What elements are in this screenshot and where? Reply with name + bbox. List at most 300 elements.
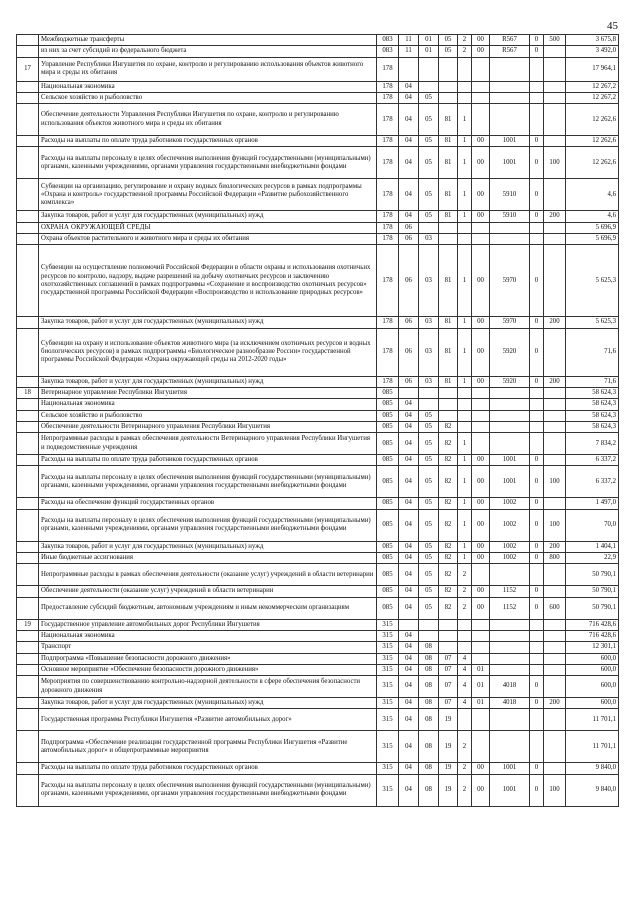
code-razdel: 04 — [399, 433, 419, 455]
row-description: Ветеринарное управление Республики Ингушетия — [39, 387, 377, 398]
code-program: 82 — [439, 509, 458, 541]
code-razdel: 04 — [399, 455, 419, 466]
code-direction: 1001 — [490, 147, 530, 179]
code-podrazdel: 05 — [419, 541, 439, 552]
code-subprogram — [458, 709, 472, 731]
row-amount: 716 428,6 — [566, 619, 619, 630]
code-vid — [544, 421, 566, 432]
row-description: Расходы на выплаты персоналу в целях обеспечения выполнения функций государственными (муниципальными) органами, казенными учреждениями, органами управления государственными внебюджетными фондами — [39, 509, 377, 541]
row-description: Расходы на выплаты по оплате труда работников государственных органов — [39, 455, 377, 466]
code-subprogram — [458, 234, 472, 245]
code-event: 01 — [472, 676, 490, 698]
code-extra — [530, 709, 544, 731]
table-row — [17, 698, 619, 709]
code-direction — [490, 433, 530, 455]
code-vid — [544, 399, 566, 410]
code-razdel: 04 — [399, 399, 419, 410]
row-amount: 71,6 — [566, 376, 619, 387]
row-amount: 4,6 — [566, 211, 619, 222]
row-description: Межбюджетные трансферты — [39, 35, 377, 46]
row-amount: 4,6 — [566, 179, 619, 211]
code-vid — [544, 564, 566, 586]
code-podrazdel: 08 — [419, 774, 439, 806]
row-amount: 22,9 — [566, 553, 619, 564]
code-extra: 0 — [530, 698, 544, 709]
code-extra — [530, 387, 544, 398]
code-razdel: 04 — [399, 541, 419, 552]
code-vid: 100 — [544, 774, 566, 806]
code-program: 81 — [439, 147, 458, 179]
code-gr: 178 — [377, 211, 399, 222]
code-podrazdel: 08 — [419, 642, 439, 653]
row-description: Субвенции на осуществление полномочий Российской Федерации в области охраны и использования охотничьих ресурсов по контролю, надзору, выдаче разрешений на добычу охотничьих ресурсов и заключению охотхозяйственных соглашений в рамках подпрограммы «Сохранение и воспроизводство охотничьих ресурсов» государственной программы Российской Федерации «Воспроизводство и использование природных ресурсов» — [39, 245, 377, 317]
code-gr: 083 — [377, 35, 399, 46]
code-vid — [544, 222, 566, 233]
code-podrazdel — [419, 222, 439, 233]
row-number — [17, 731, 39, 763]
code-extra: 0 — [530, 376, 544, 387]
row-number — [17, 774, 39, 806]
code-direction: 5910 — [490, 211, 530, 222]
code-extra — [530, 234, 544, 245]
code-gr: 315 — [377, 731, 399, 763]
code-podrazdel: 05 — [419, 455, 439, 466]
table-row — [17, 136, 619, 147]
row-description: Управление Республики Ингушетия по охране, контролю и регулированию использования объектов животного мира и среды их обитания — [39, 57, 377, 81]
code-event — [472, 81, 490, 92]
code-vid — [544, 653, 566, 664]
code-vid: 500 — [544, 35, 566, 46]
code-program: 81 — [439, 328, 458, 376]
code-event — [472, 709, 490, 731]
row-description: Обеспечение деятельности (оказание услуг) учреждений в области ветеринарии — [39, 586, 377, 597]
code-podrazdel — [419, 57, 439, 81]
code-event — [472, 564, 490, 586]
code-vid — [544, 676, 566, 698]
code-razdel: 04 — [399, 698, 419, 709]
row-description: Расходы на выплаты персоналу в целях обеспечения выполнения функций государственными (муниципальными) органами, казенными учреждениями, органами управления государственными внебюджетными фондами — [39, 466, 377, 498]
row-number — [17, 147, 39, 179]
code-subprogram: 1 — [458, 317, 472, 328]
row-number — [17, 466, 39, 498]
code-direction — [490, 57, 530, 81]
code-razdel: 06 — [399, 234, 419, 245]
code-razdel: 04 — [399, 731, 419, 763]
table-row — [17, 179, 619, 211]
code-gr: 315 — [377, 774, 399, 806]
code-gr: 085 — [377, 553, 399, 564]
code-podrazdel: 05 — [419, 92, 439, 103]
code-extra — [530, 81, 544, 92]
row-amount: 5 625,3 — [566, 245, 619, 317]
code-direction: 5970 — [490, 245, 530, 317]
table-row — [17, 676, 619, 698]
code-subprogram: 1 — [458, 136, 472, 147]
row-number — [17, 376, 39, 387]
row-description: Непрограммные расходы в рамках обеспечения деятельности Ветеринарного управления Республики Ингушетия и подведомственные учреждения — [39, 433, 377, 455]
row-number — [17, 498, 39, 509]
code-extra: 0 — [530, 763, 544, 774]
table-row — [17, 564, 619, 586]
row-amount: 58 624,3 — [566, 399, 619, 410]
table-row — [17, 664, 619, 675]
row-amount: 50 790,1 — [566, 564, 619, 586]
row-amount: 6 337,2 — [566, 455, 619, 466]
code-extra — [530, 664, 544, 675]
code-podrazdel: 05 — [419, 179, 439, 211]
code-subprogram — [458, 630, 472, 641]
code-razdel: 04 — [399, 410, 419, 421]
code-subprogram — [458, 222, 472, 233]
code-razdel: 04 — [399, 421, 419, 432]
row-number — [17, 328, 39, 376]
code-direction — [490, 642, 530, 653]
code-gr: 085 — [377, 586, 399, 597]
row-amount: 3 492,0 — [566, 46, 619, 57]
code-vid: 200 — [544, 376, 566, 387]
row-number — [17, 676, 39, 698]
code-podrazdel: 05 — [419, 466, 439, 498]
row-amount: 716 428,6 — [566, 630, 619, 641]
code-direction: 4018 — [490, 676, 530, 698]
code-event: 00 — [472, 455, 490, 466]
code-gr: 178 — [377, 328, 399, 376]
code-event: 00 — [472, 498, 490, 509]
code-subprogram: 2 — [458, 35, 472, 46]
code-subprogram: 1 — [458, 179, 472, 211]
code-subprogram — [458, 642, 472, 653]
code-vid — [544, 46, 566, 57]
code-event — [472, 630, 490, 641]
code-gr: 085 — [377, 410, 399, 421]
code-program — [439, 399, 458, 410]
row-description: Расходы на выплаты персоналу в целях обеспечения выполнения функций государственными (муниципальными) органами, казенными учреждениями, органами управления государственными внебюджетными фондами — [39, 774, 377, 806]
code-podrazdel — [419, 630, 439, 641]
table-row — [17, 553, 619, 564]
code-program — [439, 619, 458, 630]
row-description: Сельское хозяйство и рыболовство — [39, 92, 377, 103]
code-subprogram: 1 — [458, 211, 472, 222]
code-program — [439, 92, 458, 103]
code-direction: 1002 — [490, 553, 530, 564]
code-vid — [544, 709, 566, 731]
code-razdel: 04 — [399, 564, 419, 586]
row-amount: 11 701,1 — [566, 731, 619, 763]
row-description: Обеспечение деятельности Управления Республики Ингушетия по охране, контролю и регулированию использования объектов животного мира и среды их обитания — [39, 104, 377, 136]
code-event: 00 — [472, 541, 490, 552]
row-number — [17, 46, 39, 57]
table-row — [17, 46, 619, 57]
table-row — [17, 630, 619, 641]
code-vid: 200 — [544, 211, 566, 222]
row-description: Подпрограмма «Повышение безопасности дорожного движения» — [39, 653, 377, 664]
table-row — [17, 222, 619, 233]
code-podrazdel: 05 — [419, 410, 439, 421]
code-vid — [544, 619, 566, 630]
code-event — [472, 433, 490, 455]
code-razdel: 04 — [399, 466, 419, 498]
code-gr: 178 — [377, 222, 399, 233]
code-subprogram: 2 — [458, 597, 472, 619]
code-gr: 315 — [377, 763, 399, 774]
code-podrazdel: 01 — [419, 35, 439, 46]
code-gr: 085 — [377, 564, 399, 586]
table-row — [17, 410, 619, 421]
code-subprogram — [458, 81, 472, 92]
code-gr: 178 — [377, 317, 399, 328]
code-program: 07 — [439, 676, 458, 698]
code-event: 00 — [472, 763, 490, 774]
code-podrazdel: 05 — [419, 433, 439, 455]
code-program: 07 — [439, 653, 458, 664]
code-podrazdel: 08 — [419, 731, 439, 763]
code-vid — [544, 586, 566, 597]
code-event: 00 — [472, 179, 490, 211]
row-amount: 58 624,3 — [566, 421, 619, 432]
code-razdel: 04 — [399, 179, 419, 211]
code-razdel: 04 — [399, 553, 419, 564]
code-razdel: 04 — [399, 709, 419, 731]
code-gr: 085 — [377, 466, 399, 498]
code-event — [472, 399, 490, 410]
code-event — [472, 92, 490, 103]
code-vid: 600 — [544, 597, 566, 619]
row-number — [17, 763, 39, 774]
code-subprogram: 4 — [458, 676, 472, 698]
code-gr: 085 — [377, 433, 399, 455]
row-number — [17, 642, 39, 653]
code-direction: 1002 — [490, 509, 530, 541]
row-description: Предоставление субсидий бюджетным, автономным учреждениям и иным некоммерческим организациям — [39, 597, 377, 619]
code-vid — [544, 455, 566, 466]
code-event — [472, 104, 490, 136]
code-extra: 0 — [530, 317, 544, 328]
row-number — [17, 136, 39, 147]
code-gr: 085 — [377, 509, 399, 541]
code-subprogram: 4 — [458, 698, 472, 709]
table-row — [17, 35, 619, 46]
code-gr: 085 — [377, 597, 399, 619]
table-row — [17, 421, 619, 432]
code-direction — [490, 234, 530, 245]
code-razdel: 04 — [399, 92, 419, 103]
row-number — [17, 81, 39, 92]
row-amount: 58 624,3 — [566, 387, 619, 398]
code-podrazdel: 05 — [419, 509, 439, 541]
row-amount: 12 262,6 — [566, 147, 619, 179]
row-number — [17, 586, 39, 597]
code-direction: 1152 — [490, 597, 530, 619]
code-subprogram: 1 — [458, 433, 472, 455]
table-row — [17, 147, 619, 179]
table-row — [17, 774, 619, 806]
table-row — [17, 597, 619, 619]
row-amount: 70,0 — [566, 509, 619, 541]
row-description: Подпрограмма «Обеспечение реализации государственной программы Республики Ингушетия «Развитие автомобильных дорог» и общепрограммные мероприятия — [39, 731, 377, 763]
row-description: Транспорт — [39, 642, 377, 653]
code-gr: 315 — [377, 642, 399, 653]
code-vid — [544, 81, 566, 92]
code-razdel: 04 — [399, 676, 419, 698]
table-row — [17, 653, 619, 664]
code-extra: 0 — [530, 466, 544, 498]
code-event — [472, 57, 490, 81]
code-direction: R567 — [490, 46, 530, 57]
row-amount: 12 301,1 — [566, 642, 619, 653]
row-description: Национальная экономика — [39, 399, 377, 410]
code-extra: 0 — [530, 553, 544, 564]
row-description: Закупка товаров, работ и услуг для государственных (муниципальных) нужд — [39, 211, 377, 222]
table-row — [17, 104, 619, 136]
code-program: 07 — [439, 698, 458, 709]
budget-table — [16, 34, 619, 807]
code-vid: 800 — [544, 553, 566, 564]
code-direction — [490, 664, 530, 675]
code-subprogram: 1 — [458, 328, 472, 376]
code-program: 82 — [439, 433, 458, 455]
code-subprogram: 4 — [458, 664, 472, 675]
code-extra: 0 — [530, 597, 544, 619]
row-description: Охрана объектов растительного и животного мира и среды их обитания — [39, 234, 377, 245]
row-description: Основное мероприятие «Обеспечение безопасности дорожного движения» — [39, 664, 377, 675]
code-event: 00 — [472, 35, 490, 46]
code-vid — [544, 664, 566, 675]
code-vid — [544, 136, 566, 147]
code-gr: 315 — [377, 698, 399, 709]
row-number — [17, 664, 39, 675]
code-program — [439, 630, 458, 641]
row-amount: 12 262,6 — [566, 104, 619, 136]
row-amount: 5 625,3 — [566, 317, 619, 328]
code-subprogram: 1 — [458, 498, 472, 509]
code-subprogram: 2 — [458, 774, 472, 806]
code-program — [439, 410, 458, 421]
row-amount: 12 262,6 — [566, 136, 619, 147]
code-program: 82 — [439, 586, 458, 597]
row-description: из них за счет субсидий из федерального бюджета — [39, 46, 377, 57]
code-extra: 0 — [530, 498, 544, 509]
code-event: 00 — [472, 211, 490, 222]
code-extra — [530, 653, 544, 664]
table-row — [17, 328, 619, 376]
code-direction — [490, 653, 530, 664]
code-program: 19 — [439, 763, 458, 774]
code-podrazdel: 05 — [419, 553, 439, 564]
code-razdel: 06 — [399, 245, 419, 317]
code-razdel: 11 — [399, 46, 419, 57]
row-description: Непрограммные расходы в рамках обеспечения деятельности (оказание услуг) учреждений в области ветеринарии — [39, 564, 377, 586]
code-event: 00 — [472, 46, 490, 57]
code-extra — [530, 92, 544, 103]
code-razdel: 04 — [399, 104, 419, 136]
code-podrazdel: 05 — [419, 211, 439, 222]
code-program — [439, 222, 458, 233]
row-description: Закупка товаров, работ и услуг для государственных (муниципальных) нужд — [39, 317, 377, 328]
row-amount: 50 790,1 — [566, 597, 619, 619]
code-subprogram: 4 — [458, 653, 472, 664]
code-direction — [490, 104, 530, 136]
row-description: Субвенции на охрану и использование объектов животного мира (за исключением охотничьих ресурсов и водных биологических ресурсов) в рамках подпрограммы «Биологическое разнообразие России» государственной программы Российской Федерации «Охрана окружающей среды на 2012-2020 годы» — [39, 328, 377, 376]
code-vid — [544, 328, 566, 376]
code-subprogram — [458, 387, 472, 398]
code-subprogram — [458, 421, 472, 432]
row-amount: 9 840,0 — [566, 774, 619, 806]
row-number — [17, 92, 39, 103]
row-number — [17, 698, 39, 709]
row-description: ОХРАНА ОКРУЖАЮЩЕЙ СРЕДЫ — [39, 222, 377, 233]
code-podrazdel: 03 — [419, 234, 439, 245]
code-direction: 4018 — [490, 698, 530, 709]
code-program: 82 — [439, 421, 458, 432]
code-direction: 1001 — [490, 455, 530, 466]
code-extra: 0 — [530, 179, 544, 211]
code-extra: 0 — [530, 211, 544, 222]
code-subprogram: 1 — [458, 104, 472, 136]
code-vid — [544, 731, 566, 763]
row-amount: 7 834,2 — [566, 433, 619, 455]
table-row — [17, 433, 619, 455]
row-description: Расходы на выплаты персоналу в целях обеспечения выполнения функций государственными (муниципальными) органами, казенными учреждениями, органами управления государственными внебюджетными фондами — [39, 147, 377, 179]
code-direction — [490, 81, 530, 92]
code-subprogram: 2 — [458, 46, 472, 57]
code-razdel: 04 — [399, 147, 419, 179]
code-gr: 315 — [377, 676, 399, 698]
code-event — [472, 222, 490, 233]
code-extra: 0 — [530, 541, 544, 552]
code-extra — [530, 433, 544, 455]
code-vid — [544, 642, 566, 653]
row-number — [17, 211, 39, 222]
row-number — [17, 245, 39, 317]
code-razdel — [399, 619, 419, 630]
code-subprogram — [458, 399, 472, 410]
row-number — [17, 399, 39, 410]
code-program — [439, 234, 458, 245]
code-direction: 5910 — [490, 179, 530, 211]
row-amount: 11 701,1 — [566, 709, 619, 731]
code-gr: 178 — [377, 234, 399, 245]
code-subprogram: 2 — [458, 731, 472, 763]
row-description: Национальная экономика — [39, 81, 377, 92]
code-vid — [544, 630, 566, 641]
code-razdel: 04 — [399, 653, 419, 664]
code-subprogram: 1 — [458, 245, 472, 317]
code-event: 00 — [472, 147, 490, 179]
code-gr: 178 — [377, 147, 399, 179]
code-vid — [544, 763, 566, 774]
row-amount: 58 624,3 — [566, 410, 619, 421]
code-gr: 178 — [377, 376, 399, 387]
code-gr: 178 — [377, 179, 399, 211]
code-podrazdel: 05 — [419, 136, 439, 147]
code-vid: 100 — [544, 509, 566, 541]
code-vid: 200 — [544, 541, 566, 552]
row-amount: 3 675,8 — [566, 35, 619, 46]
code-subprogram — [458, 619, 472, 630]
row-description: Мероприятия по совершенствованию контрольно-надзорной деятельности в сфере обеспечения безопасности дорожного движения — [39, 676, 377, 698]
row-number — [17, 104, 39, 136]
code-podrazdel: 01 — [419, 46, 439, 57]
code-podrazdel: 03 — [419, 317, 439, 328]
row-description: Закупка товаров, работ и услуг для государственных (муниципальных) нужд — [39, 698, 377, 709]
code-direction — [490, 709, 530, 731]
code-subprogram: 1 — [458, 147, 472, 179]
row-number — [17, 709, 39, 731]
code-vid: 200 — [544, 698, 566, 709]
code-podrazdel: 08 — [419, 698, 439, 709]
code-program: 19 — [439, 709, 458, 731]
code-program: 82 — [439, 564, 458, 586]
